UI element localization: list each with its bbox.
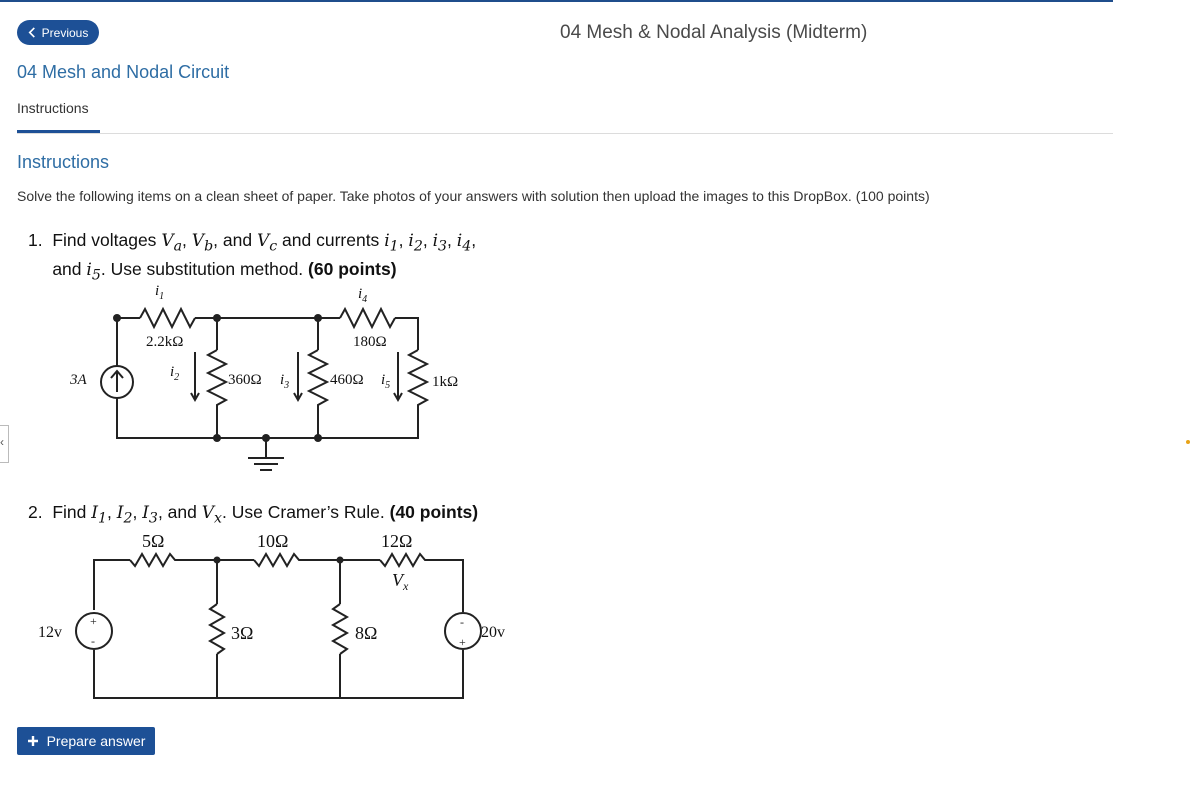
resistor-12 (380, 554, 430, 566)
resistor-460 (309, 350, 327, 411)
instructions-heading: Instructions (17, 152, 110, 172)
q2-text-a: Find (52, 502, 87, 522)
side-panel-toggle[interactable] (0, 425, 9, 463)
status-dot (1186, 440, 1190, 444)
assignment-title: 04 Mesh and Nodal Circuit (17, 62, 230, 82)
svg-text:+: + (459, 635, 466, 649)
question-1: 1. Find voltages $V_a$, $V_b$, and $V_c$ and currents $i_1$, $i_2$, $i_3$, $i_4$, and $i_5$. Use substitution method. (60 points) (28, 230, 477, 284)
instructions-points: (100 points) (855, 188, 930, 204)
q1-text-d: and (52, 259, 82, 280)
label-180: 180Ω (353, 334, 387, 350)
previous-label: Previous (41, 25, 89, 40)
instructions-body: Solve the following items on a clean sheet of paper. Take photos of your answers with solution then upload the images to this DropBox. (17, 188, 852, 204)
q2-number: 2. (28, 502, 43, 522)
svg-text:-: - (91, 634, 95, 648)
resistor-10 (254, 554, 304, 566)
svg-text:-: - (460, 615, 464, 629)
label-i2: $i_2$ (170, 364, 180, 383)
q1-text-e: . Use substitution method. (100, 259, 304, 280)
q2-points: (40 points) (389, 502, 479, 522)
label-8ohm: 8Ω (355, 623, 378, 643)
tab-instructions[interactable]: Instructions (17, 100, 89, 116)
resistor-180 (340, 309, 395, 327)
resistor-5 (130, 554, 180, 566)
q1-number: 1. (28, 230, 43, 250)
label-i4: $i_4$ (358, 286, 368, 305)
label-12ohm: 12Ω (381, 531, 413, 551)
q1-text-b: and (222, 230, 253, 250)
label-5ohm: 5Ω (142, 531, 165, 551)
label-20v: 20v (481, 624, 505, 641)
q2-text-b: and (167, 502, 197, 522)
plus-icon (27, 735, 39, 747)
prepare-answer-label: Prepare answer (46, 733, 146, 749)
label-10ohm: 10Ω (257, 531, 289, 551)
q1-points: (60 points) (308, 259, 397, 280)
label-i1: $i_1$ (155, 283, 165, 302)
label-3a: 3A (70, 372, 87, 388)
resistor-360 (208, 350, 226, 411)
resistor-2-2k (140, 309, 195, 327)
label-1k: 1kΩ (432, 374, 459, 390)
chevron-left-icon: ‹ (0, 435, 4, 449)
label-vx: $V_x$ (392, 570, 409, 593)
label-3ohm: 3Ω (231, 623, 254, 643)
prepare-answer-button[interactable] (17, 727, 155, 755)
label-2-2k: 2.2kΩ (146, 334, 184, 350)
label-i5: $i_5$ (381, 372, 391, 391)
course-title: 04 Mesh & Nodal Analysis (Midterm) (560, 22, 868, 43)
q1-text-c: and currents (282, 230, 380, 250)
q2-text-c: . Use Cramer’s Rule. (222, 502, 385, 522)
label-i3: $i_3$ (280, 372, 290, 391)
resistor-3 (210, 604, 224, 654)
svg-text:+: + (90, 614, 97, 628)
question-2: 2. Find $I_1$, $I_2$, $I_3$, and $V_x$. Use Cramer’s Rule. (40 points) (28, 502, 479, 527)
q1-text-a: Find voltages (52, 230, 157, 250)
resistor-1k (409, 350, 427, 411)
label-460: 460Ω (330, 372, 364, 388)
label-12v: 12v (38, 624, 62, 641)
label-360: 360Ω (228, 372, 262, 388)
resistor-8 (333, 604, 347, 654)
